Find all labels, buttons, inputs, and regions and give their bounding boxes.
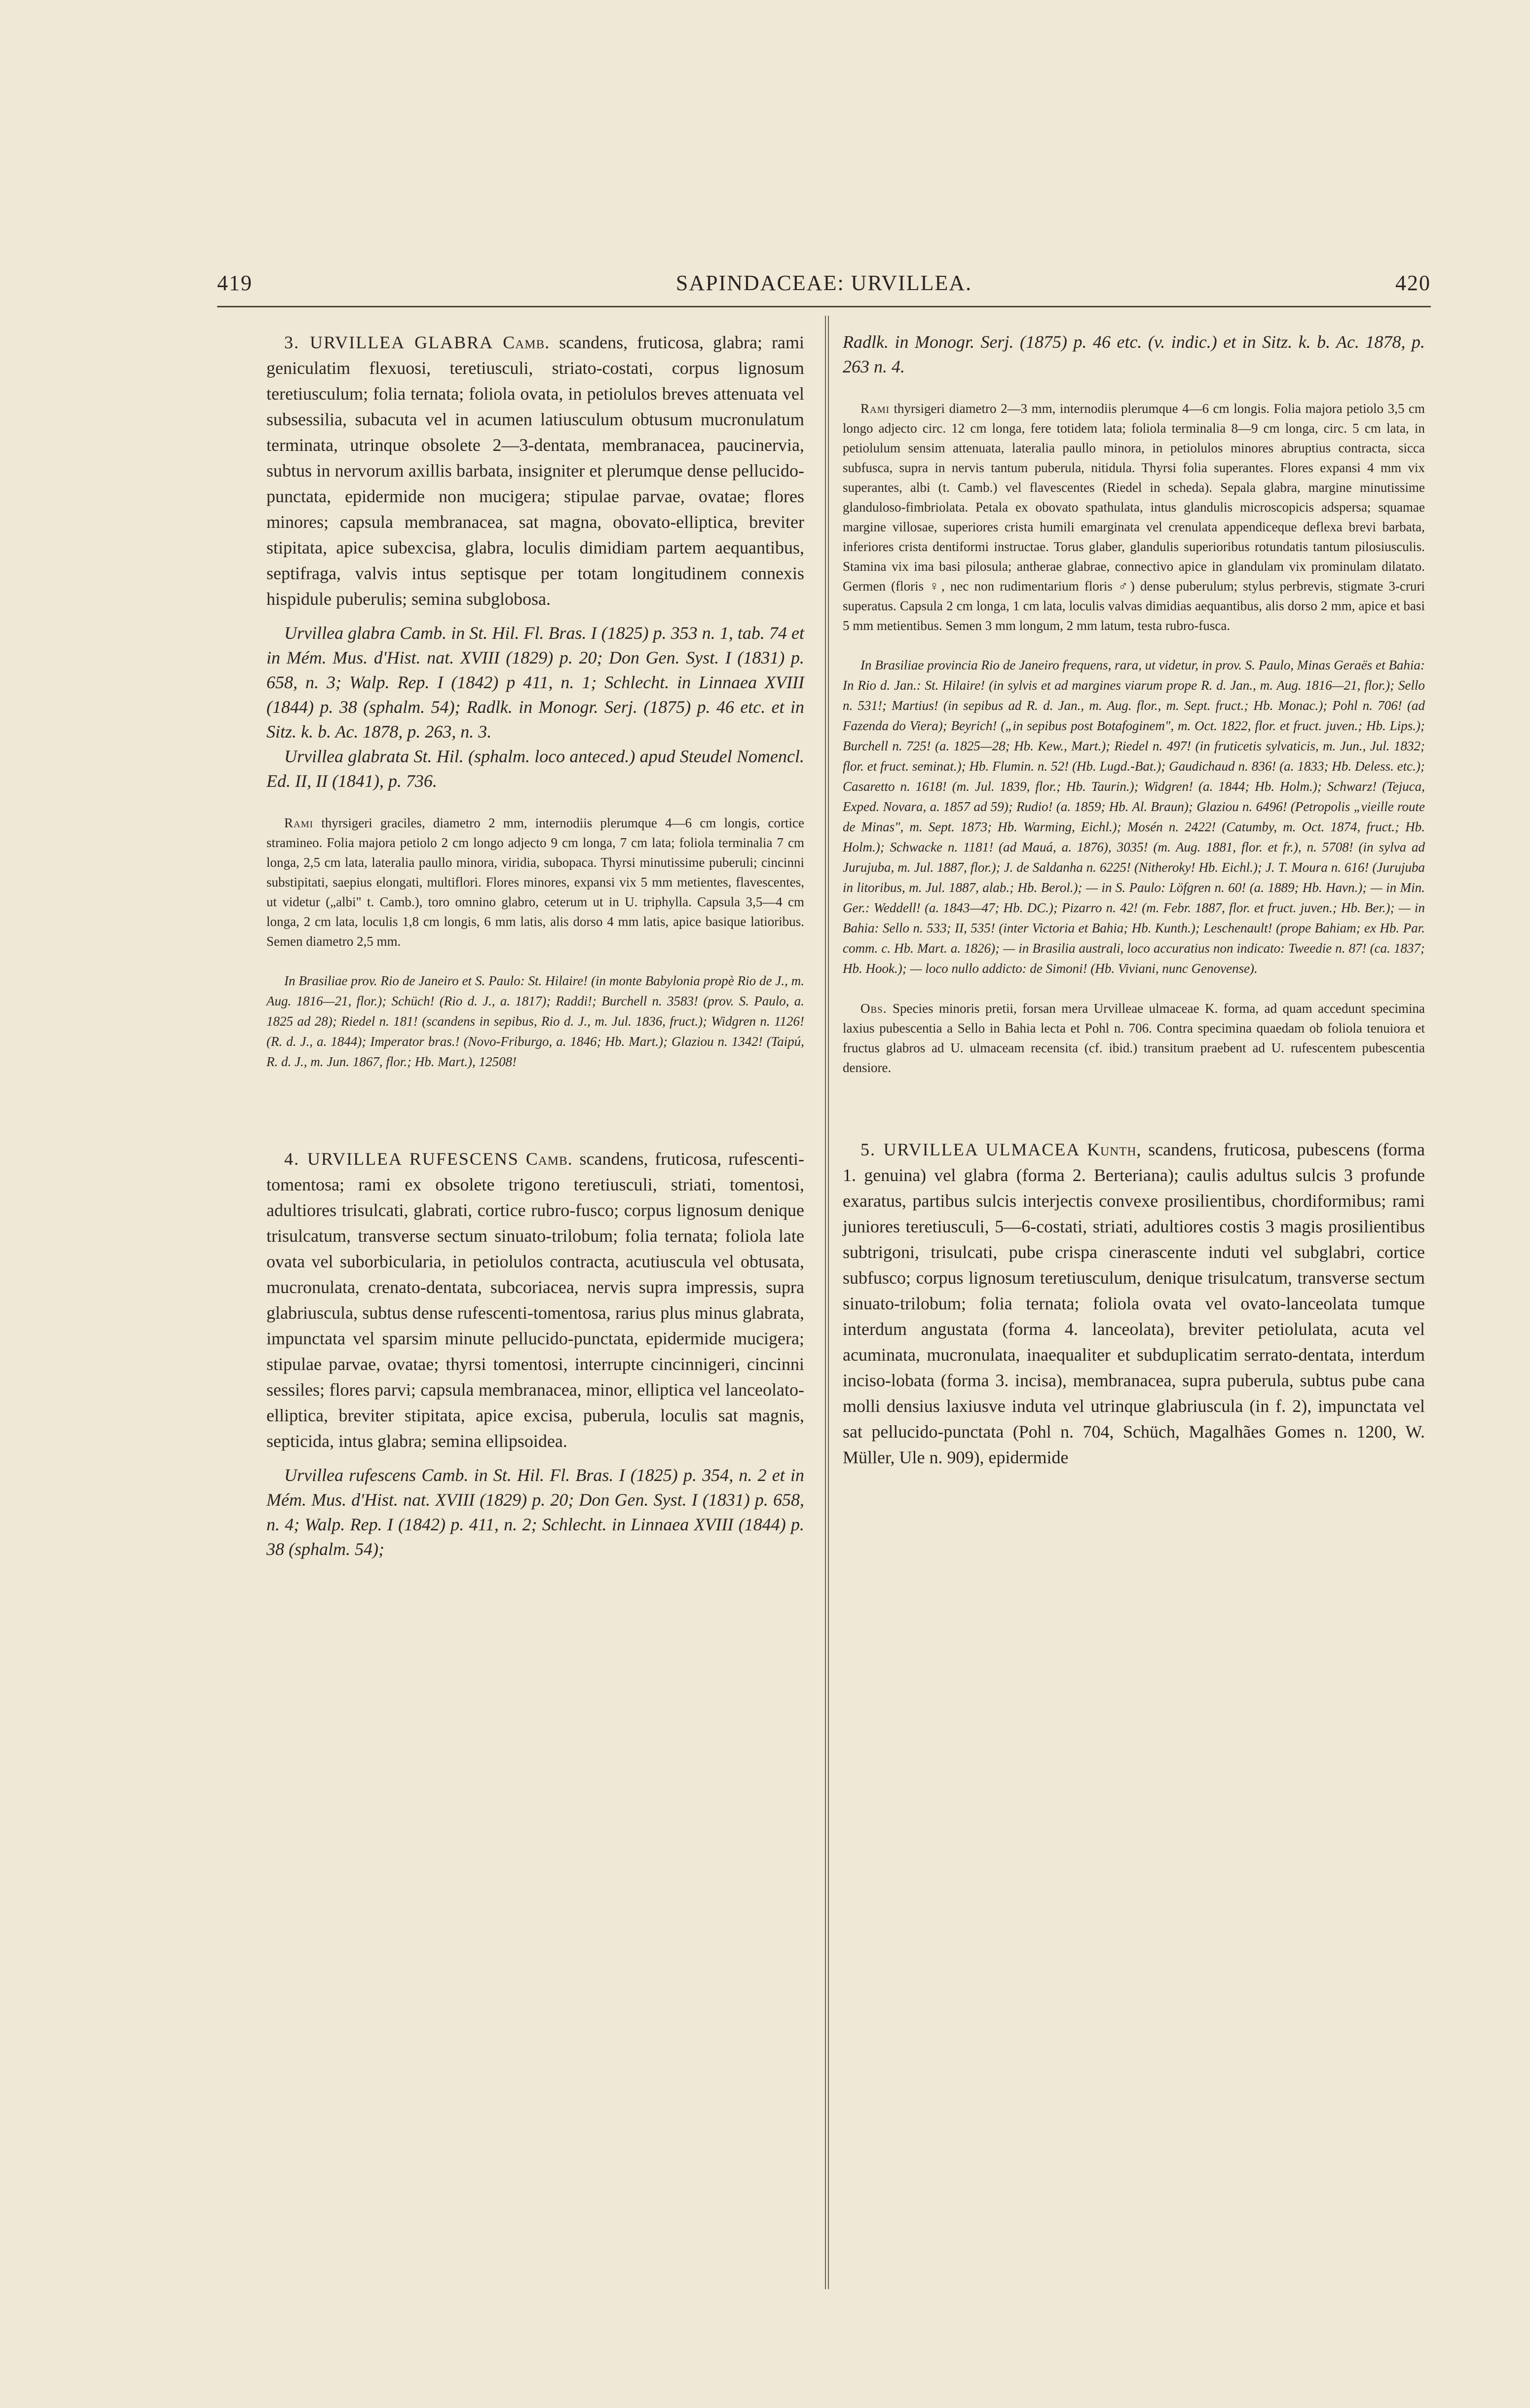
species-3-notes-text: thyrsigeri graciles, diametro 2 mm, internodiis plerumque 4—6 cm longis, cortice stramineo. Folia majora petiolo 2 cm longo adjecto 9 cm longa, 7 cm lata; foliola terminalia 7 cm longa, 2,5 cm lata, lateralia paullo minora, viridia, subopaca. Thyrsi minutissime puberuli; cincinni substipitati, saepius elongati, multiflori. Flores minores, expansi vix 5 mm metientes, flavescentes, ut videtur („albi" t. Camb.), toro omnino glabro, ceterum ut in U. triphylla. Capsula 3,5—4 cm longa, 2 cm lata, loculis 1,8 cm longis, 6 mm latis, alis dorso 4 mm latis, apice basique latioribus. Semen diametro 2,5 mm. bbox=[266, 815, 804, 949]
species-4-notes-lead: Rami bbox=[860, 401, 890, 416]
species-5-diagnosis: scandens, fruticosa, pubescens (forma 1. genuina) vel glabra (forma 2. Berteriana); caulis adultus sulcis 3 profunde exaratus, partibus sulcis interjectis convexe prosilientibus, chordiformibus; rami juniores teretiusculi, 5—6-costati, striati, adultiores costis 3 magis prosilientibus subtrigoni, trisulcati, pube crispa cinerascente induti vel subglabri, cortice subfusco; corpus lignosum teretiusculum, denique trisulcatum, transverse sectum sinuato-trilobum; folia ternata; foliola ovata vel ovato-lanceolata tumque interdum angustata (forma 4. lanceolata), breviter petiolulata, acuta vel acuminata, mucronulata, inaequaliter et subduplicatim serrato-dentata, interdum inciso-lobata (forma 3. incisa), membranacea, supra puberula, subtus pube cana molli densius laxiusve induta vel utrinque glabriuscula (in f. 2), impunctata vel sat pellucido-punctata (Pohl n. 704, Schüch, Magalhães Gomes n. 1200, W. Müller, Ule n. 909), epidermide bbox=[843, 1140, 1425, 1467]
species-5-author: Kunth, bbox=[1087, 1140, 1142, 1159]
species-4-obs-lead: Obs. bbox=[860, 1001, 887, 1016]
header-rule bbox=[217, 306, 1431, 307]
species-4-obs-text: Species minoris pretii, forsan mera Urvilleae ulmaceae K. forma, ad quam accedunt specimina laxius pubescentia a Sello in Bahia lecta et Pohl n. 706. Contra specimina quaedam ob foliola tenuiora et fructus glabros ad U. ulmaceam recensita (cf. ibid.) transitum praebent ad U. rufescentem pubescentia densiore. bbox=[843, 1001, 1425, 1075]
species-5-description bbox=[843, 1137, 1425, 1470]
species-3-author: Camb. bbox=[503, 333, 550, 352]
species-3-name: 3. URVILLEA GLABRA bbox=[284, 333, 494, 352]
page-header bbox=[217, 270, 1431, 305]
species-4-notes bbox=[843, 399, 1425, 635]
species-4-author: Camb. bbox=[525, 1149, 573, 1169]
species-4-notes-text: thyrsigeri diametro 2—3 mm, internodiis plerumque 4—6 cm longis. Folia majora petiolo 3,5 cm longo adjecto circ. 12 cm longa, fere totidem lata; foliola terminalia 8—9 cm longa, circ. 5 cm lata, in petiolulum sensim attenuata, lateralia paullo minora, in petiolulos minores abruptius contracta, sicca subfusca, supra in nervis tantum puberula, nitidula. Thyrsi folia superantes. Flores expansi 4 mm vix superantes, albi (t. Camb.) vel flavescentes (Riedel in scheda). Sepala glabra, margine minutissime glanduloso-fimbriolata. Petala ex obovato spathulata, intus glandulis microscopicis adspersa; squamae margine villosae, superiores crista humili emarginata vel crenulata appendiceque deflexa brevi barbata, inferiores crista dentiformi instructae. Torus glaber, glandulis superioribus rotundatis tantum pilosiusculis. Stamina vix ima basi pilosula; antherae glabrae, connectivo apice in glandulam vix prominulam dilatato. Germen (floris ♀, nec non rudimentarium floris ♂) dense puberulum; stylus perbrevis, stigmate 3-cruri superatus. Capsula 2 cm longa, 1 cm lata, loculis valvas dimidias aequantibus, alis dorso 2 mm, apice et basi 5 mm metientibus. Semen 3 mm longum, 2 mm latum, testa rubro-fusca. bbox=[843, 401, 1425, 633]
species-3-description bbox=[266, 330, 804, 612]
species-4-citation: Urvillea rufescens Camb. in St. Hil. Fl. Bras. I (1825) p. 354, n. 2 et in Mém. Mus. d'Hist. nat. XVIII (1829) p. 20; Don Gen. Syst. I (1831) p. 658, n. 4; Walp. Rep. I (1842) p. 411, n. 2; Schlecht. in Linnaea XVIII (1844) p. 38 (sphalm. 54); bbox=[266, 1465, 804, 1559]
species-4-observation bbox=[843, 999, 1425, 1077]
species-5-name: 5. URVILLEA ULMACEA bbox=[860, 1140, 1081, 1159]
page-number-right: 420 bbox=[1395, 271, 1431, 295]
species-4-description bbox=[266, 1146, 804, 1454]
species-3-notes-lead: Rami bbox=[284, 815, 313, 830]
species-4-citation-cont: Radlk. in Monogr. Serj. (1875) p. 46 etc. (v. indic.) et in Sitz. k. b. Ac. 1878, p. 263 n. 4. bbox=[843, 332, 1425, 376]
right-column bbox=[843, 330, 1425, 1470]
species-3-diagnosis: scandens, fruticosa, glabra; rami geniculatim flexuosi, teretiusculi, striato-costati, corpus lignosum teretiusculum; folia ternata; foliola ovata, in petiolulos breves attenuata vel subsessilia, subacuta vel in acumen latiusculum obtusum mucronulatum terminata, utrinque obsolete 2—3-dentata, membranacea, paucinervia, subtus in nervorum axillis barbata, insigniter et plerumque dense pellucido-punctata, epidermide non mucigera; stipulae parvae, ovatae; flores minores; capsula membranacea, sat magna, obovato-elliptica, breviter stipitata, apice subexcisa, glabra, loculis dimidiam partem aequantibus, septifraga, valvis intus septisque per totam longitudinem connexis hispidule puberulis; semina subglobosa. bbox=[266, 333, 805, 609]
species-3-citation: Urvillea glabra Camb. in St. Hil. Fl. Bras. I (1825) p. 353 n. 1, tab. 74 et in Mém. Mus. d'Hist. nat. XVIII (1829) p. 20; Don Gen. Syst. I (1831) p. 658, n. 3; Walp. Rep. I (1842) p 411, n. 1; Schlecht. in Linnaea XVIII (1844) p. 38 (sphalm. 54); Radlk. in Monogr. Serj. (1875) p. 46 etc. et in Sitz. k. b. Ac. 1878, p. 263, n. 3. bbox=[266, 623, 804, 741]
page-number-left: 419 bbox=[217, 271, 253, 295]
column-divider bbox=[825, 316, 829, 2289]
species-3-synonym: Urvillea glabrata St. Hil. (sphalm. loco anteced.) apud Steudel Nomencl. Ed. II, II (1841), p. 736. bbox=[266, 746, 804, 791]
species-3-localities: In Brasiliae prov. Rio de Janeiro et S. Paulo: St. Hilaire! (in monte Babylonia propè Rio de J., m. Aug. 1816—21, flor.); Schüch! (Rio d. J., a. 1817); Raddi!; Burchell n. 3583! (prov. S. Paulo, a. 1825 ad 28); Riedel n. 181! (scandens in sepibus, Rio d. J., m. Jul. 1836, fruct.); Widgren n. 1126! (R. d. J., a. 1844); Imperator bras.! (Novo-Friburgo, a. 1846; Hb. Mart.); Glaziou n. 1342! (Taipú, R. d. J., m. Jun. 1867, flor.; Hb. Mart.), 12508! bbox=[266, 973, 804, 1069]
species-4-diagnosis: scandens, fruticosa, rufescenti-tomentosa; rami ex obsolete trigono teretiusculi, striati, tomentosi, adultiores trisulcati, glabrati, cortice rubro-fusco; corpus lignosum denique trisulcatum, transverse sectum sinuato-trilobum; folia ternata; foliola late ovata vel suborbicularia, in petiolulos contracta, acutiuscula vel obtusata, mucronulata, crenato-dentata, subcoriacea, nervis supra impressis, supra glabriuscula, subtus dense rufescenti-tomentosa, rarius plus minus glabrata, impunctata vel sparsim minute pellucido-punctata, epidermide mucigera; stipulae parvae, ovatae; thyrsi tomentosi, interrupte cincinnigeri, cincinni sessiles; flores parvi; capsula membranacea, minor, elliptica vel lanceolato-elliptica, breviter stipitata, apice excisa, puberula, loculis sat magnis, septicida, intus glabra; semina ellipsoidea. bbox=[266, 1149, 805, 1451]
left-column bbox=[266, 330, 804, 1561]
species-4-localities: In Brasiliae provincia Rio de Janeiro frequens, rara, ut videtur, in prov. S. Paulo, Minas Geraës et Bahia: In Rio d. Jan.: St. Hilaire! (in sylvis et ad margines viarum prope R. d. Jan., m. Aug. 1816—21, flor.); Sello n. 531!; Martius! (in sepibus ad R. d. Jan., m. Aug. flor., m. Sept. fruct.; Hb. Monac.); Pohl n. 706! (ad Fazenda do Viera); Beyrich! („in sepibus post Botafoginem", m. Oct. 1822, flor. et fruct. juven.; Hb. Lips.); Burchell n. 725! (a. 1825—28; Hb. Kew., Mart.); Riedel n. 497! (in fruticetis sylvaticis, m. Jun., Jul. 1832; flor. et fruct. seminat.); Hb. Flumin. n. 52! (Hb. Lugd.-Bat.); Gaudichaud n. 836! (a. 1833; Hb. Deless. etc.); Casaretto n. 1618! (m. Jul. 1839, flor.; Hb. Taurin.); Widgren! (a. 1844; Hb. Holm.); Schwarz! (Tejuca, Exped. Novara, a. 1857 ad 59); Rudio! (a. 1859; Hb. Al. Braun); Glaziou n. 6496! (Petropolis „vieille route de Minas", m. Sept. 1873; Hb. Warming, Eichl.); Mosén n. 2422! (Catumby, m. Oct. 1874, fruct.; Hb. Holm.); Schwacke n. 1181! (ad Mauá, a. 1876), 3035! (m. Aug. 1881, flor. et fr.), n. 5708! (in sylva ad Jurujuba, m. Jul. 1887, flor.); J. de Saldanha n. 6225! (Nitheroky! Hb. Eichl.); J. T. Moura n. 616! (Jurujuba in litoribus, m. Jul. 1887, alab.; Hb. Berol.); — in S. Paulo: Löfgren n. 60! (a. 1889; Hb. Havn.); — in Min. Ger.: Weddell! (a. 1843—47; Hb. DC.); Pizarro n. 42! (m. Febr. 1887, flor. et fruct. juven.; Hb. Ber.); — in Bahia: Sello n. 533; II, 535! (inter Victoria et Bahia; Hb. Kunth.); Leschenault! (prope Bahiam; ex Hb. Par. comm. c. Hb. Mart. a. 1826); — in Brasilia australi, loco accuratius non indicato: Tweedie n. 87! (ca. 1837; Hb. Hook.); — loco nullo addicto: de Simoni! (Hb. Viviani, nunc Genovense). bbox=[843, 658, 1425, 976]
running-title: SAPINDACEAE: URVILLEA. bbox=[675, 271, 972, 295]
species-4-name: 4. URVILLEA RUFESCENS bbox=[284, 1149, 519, 1169]
species-3-notes bbox=[266, 813, 804, 951]
